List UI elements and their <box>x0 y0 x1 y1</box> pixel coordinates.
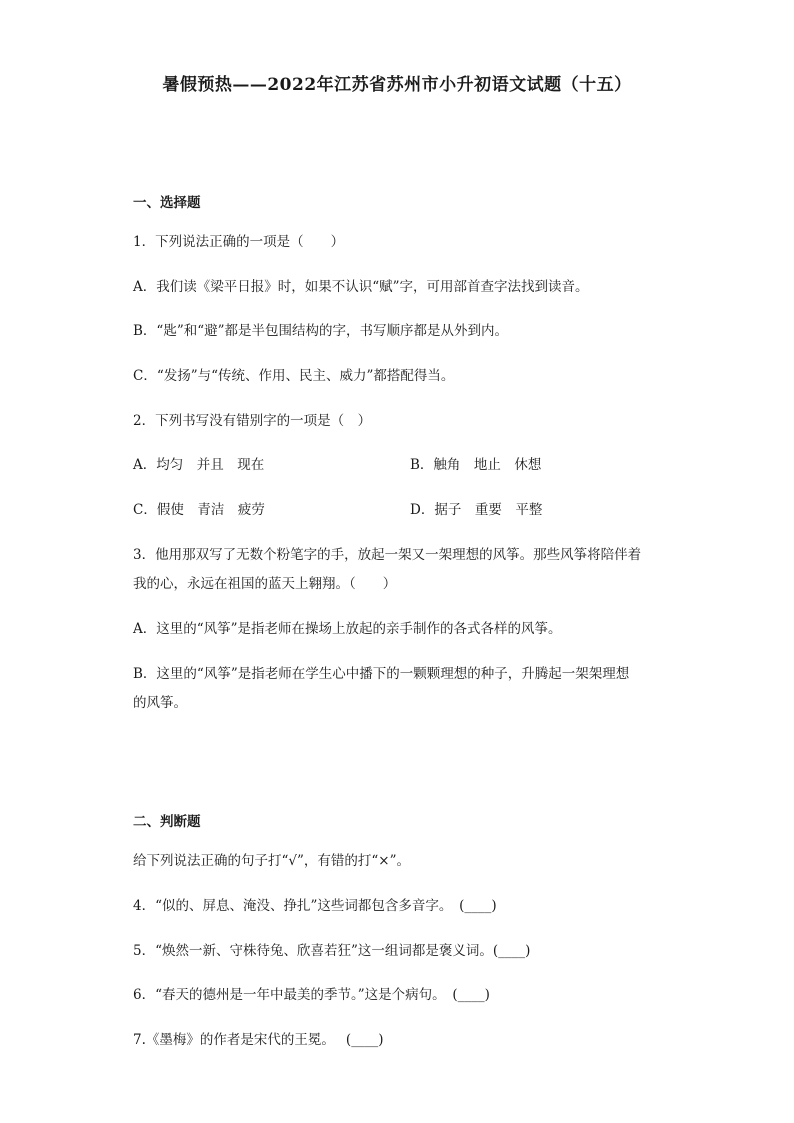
question-3-option-b-line1: B．这里的“风筝”是指老师在学生心中播下的一颗颗理想的种子，升腾起一架架理想 <box>133 666 630 682</box>
question-1-option-b: B．“匙”和“避”都是半包围结构的字，书写顺序都是从外到内。 <box>133 323 509 339</box>
question-3-stem-line1: 3．他用那双写了无数个粉笔字的手，放起一架又一架理想的风筝。那些风筝将陪伴着 <box>133 547 642 563</box>
question-2-option-b: B．触角 地止 休想 <box>410 457 542 473</box>
judge-item-5: 5．“焕然一新、守株待兔、欣喜若狂”这一组词都是褒义词。(____) <box>133 943 531 959</box>
judge-item-7: 7.《墨梅》的作者是宋代的王冕。 (____) <box>133 1032 384 1048</box>
section-heading-choice: 一、选择题 <box>133 195 201 211</box>
judge-item-4: 4．“似的、屏息、淹没、挣扎”这些词都包含多音字。 (____) <box>133 898 497 914</box>
question-2-stem: 2．下列书写没有错别字的一项是（ ） <box>133 413 372 429</box>
question-2-option-d: D．据子 重要 平整 <box>410 502 543 518</box>
question-2-option-c: C．假使 青洁 疲劳 <box>133 502 265 518</box>
question-1-stem: 1．下列说法正确的一项是（ ） <box>133 234 345 250</box>
question-1-option-a: A．我们读《梁平日报》时，如果不认识“赋”字，可用部首查字法找到读音。 <box>133 279 589 295</box>
question-3-stem-line2: 我的心，永远在祖国的蓝天上翱翔。（ ） <box>133 576 397 592</box>
question-3-option-b-line2: 的风筝。 <box>133 695 187 711</box>
judge-item-6: 6．“春天的德州是一年中最美的季节。”这是个病句。 (____) <box>133 987 490 1003</box>
question-1-option-c: C．“发扬”与“传统、作用、民主、威力”都搭配得当。 <box>133 368 455 384</box>
section-heading-judge: 二、判断题 <box>133 814 201 830</box>
judge-instruction: 给下列说法正确的句子打“√”，有错的打“×”。 <box>133 853 411 869</box>
page-title: 暑假预热——2022年江苏省苏州市小升初语文试题（十五） <box>162 75 632 95</box>
question-3-option-a: A．这里的“风筝”是指老师在操场上放起的亲手制作的各式各样的风筝。 <box>133 621 562 637</box>
question-2-option-a: A．均匀 并且 现在 <box>133 457 265 473</box>
